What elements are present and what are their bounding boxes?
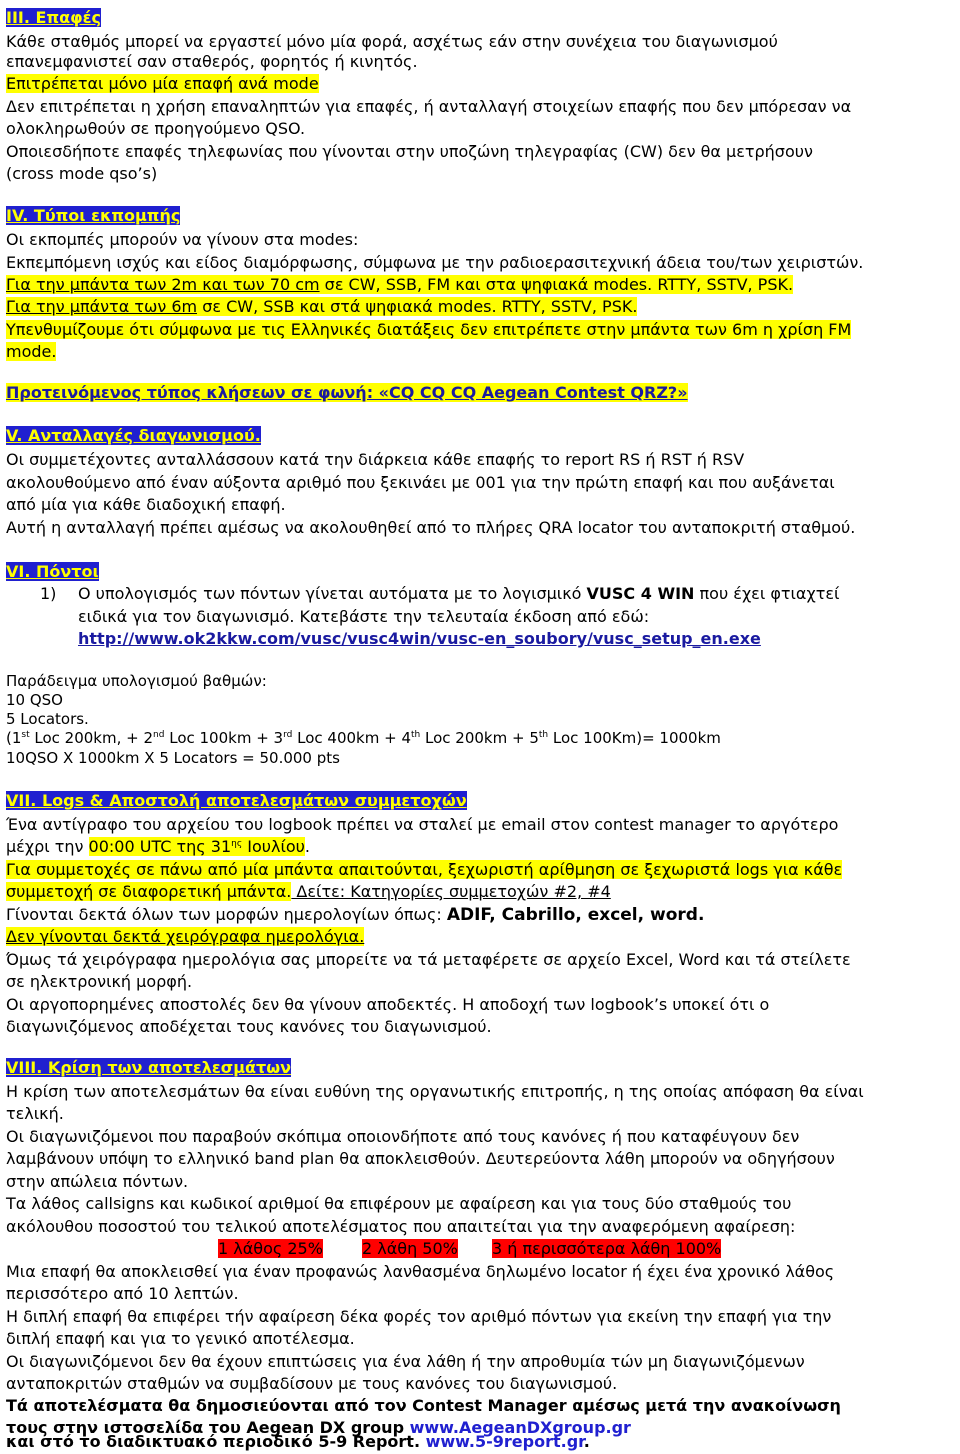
logs-line-4: συμμετοχή σε διαφορετική μπάντα. — [6, 882, 292, 901]
contacts-line-7: (cross mode qso’s) — [6, 164, 158, 183]
section-heading-contacts: III. Επαφές — [6, 8, 101, 27]
results-line-12: Οι διαγωνιζόμενοι δεν θα έχουν επιπτώσεις για ένα λάθη ή την απροθυμία τών μη διαγωνιζόμενων — [6, 1352, 805, 1371]
points-line-1-end: που έχει φτιαχτεί — [694, 584, 840, 603]
modes-line-2: Εκπεμπόμενη ισχύς και είδος διαμόρφωσης, σύμφωνα με την ραδιοερασιτεχνική άδεια του/των χειριστών. — [6, 253, 864, 272]
results-line-16: και στό το διαδικτυακό περιοδικό 5-9 Report. — [6, 1432, 426, 1451]
results-line-11: διπλή επαφή και για το γενικό αποτέλεσμα. — [6, 1329, 355, 1348]
section-heading-results: VIII. Κρίση των αποτελεσμάτων — [6, 1058, 292, 1077]
modes-band-6m: Για την μπάντα των 6m — [6, 297, 198, 316]
modes-band-2m-70cm: Για την μπάντα των 2m και των 70 cm — [6, 275, 320, 294]
logs-line-10: διαγωνιζόμενος αποδέχεται τους κανόνες του διαγωνισμού. — [6, 1017, 492, 1036]
results-line-14: Τά αποτελέσματα θα δημοσιεύονται από τον Contest Manager αμέσως μετά την ανακοίνωση — [6, 1396, 841, 1415]
exchange-line-3: από μία για κάθε διαδοχική επαφή. — [6, 495, 286, 514]
results-line-7: ακόλουθου ποσοστού του τελικού αποτελέσματος που απαιτείται για την αναφερόμενη αφαίρεση: — [6, 1217, 796, 1236]
section-heading-points: VI. Πόντοι — [6, 562, 99, 581]
points-item-number: 1) — [40, 584, 57, 603]
contacts-line-2: επανεμφανιστεί σαν σταθερός, φορητός ή κινητός. — [6, 52, 418, 71]
exchange-line-1: Οι συμμετέχοντες ανταλλάσσουν κατά την διάρκεια κάθε επαφής το report RS ή RST ή RSV — [6, 450, 745, 469]
contacts-line-1: Κάθε σταθμός μπορεί να εργαστεί μόνο μία φορά, ασχέτως εάν στην συνέχεια του διαγωνισμού — [6, 32, 778, 51]
penalty-three-errors: 3 ή περισσότερα λάθη 100% — [492, 1239, 722, 1258]
results-line-6: Τα λάθος callsigns και κωδικοί αριθμοί θα επιφέρουν με αφαίρεση και για τους δύο σταθμούς του — [6, 1194, 792, 1213]
logs-no-handwritten: Δεν γίνονται δεκτά χειρόγραφα ημερολόγια. — [6, 927, 365, 946]
modes-reminder-line-1: Υπενθυμίζουμε ότι σύμφωνα με τις Ελληνικές διατάξεις δεν επιτρέπετε στην μπάντα των 6m η χρίση FM — [6, 320, 852, 339]
section-heading-exchange: V. Ανταλλαγές διαγωνισμού. — [6, 426, 261, 445]
example-total: 10QSO X 1000km X 5 Locators = 50.000 pts — [6, 749, 340, 767]
example-locators: 5 Locators. — [6, 710, 89, 728]
example-title: Παράδειγμα υπολογισμού βαθμών: — [6, 672, 267, 690]
penalty-one-error: 1 λάθος 25% — [218, 1239, 323, 1258]
contacts-line-5: ολοκληρωθούν σε προηγούμενο QSO. — [6, 119, 306, 138]
results-line-8: Μια επαφή θα αποκλεισθεί για έναν προφανώς λανθασμένα δηλωμένο locator ή έχει ένα χρονικό λάθος — [6, 1262, 835, 1281]
modes-line-1: Οι εκπομπές μπορούν να γίνουν στα modes: — [6, 230, 359, 249]
logs-line-9: Οι αργοπορημένες αποστολές δεν θα γίνουν αποδεκτές. Η αποδοχή των logbook’s υποκεί ότι ο — [6, 995, 770, 1014]
software-download-link[interactable]: http://www.ok2kkw.com/vusc/vusc4win/vusc-en_soubory/vusc_setup_en.exe — [78, 629, 761, 648]
penalty-two-errors: 2 λάθη 50% — [362, 1239, 458, 1258]
logs-formats-line: Γίνονται δεκτά όλων των μορφών ημερολογίων όπως: — [6, 905, 447, 924]
logs-formats: ADIF, Cabrillo, excel, word. — [446, 905, 705, 925]
logs-line-2: μέχρι την — [6, 837, 89, 856]
aegeandx-website-link[interactable]: www.AegeanDXgroup.gr — [409, 1418, 631, 1437]
points-line-1: Ο υπολογισμός των πόντων γίνεται αυτόματα με το λογισμικό — [78, 584, 587, 603]
results-line-2: τελική. — [6, 1104, 64, 1123]
report-website-link[interactable]: www.5-9report.gr — [425, 1432, 584, 1451]
example-qso: 10 QSO — [6, 691, 63, 709]
contacts-line-3: Επιτρέπεται μόνο μία επαφή ανά mode — [6, 74, 319, 93]
modes-reminder-line-2: mode. — [6, 342, 57, 361]
contacts-line-6: Οποιεσδήποτε επαφές τηλεφωνίας που γίνονται στην υποζώνη τηλεγραφίας (CW) δεν θα μετρήσουν — [6, 142, 813, 161]
exchange-line-4: Αυτή η ανταλλαγή πρέπει αμέσως να ακολουθηθεί από το πλήρες QRA locator του ανταποκριτή σταθμού. — [6, 518, 856, 537]
results-line-3: Οι διαγωνιζόμενοι που παραβούν σκόπιμα οποιονδήποτε από τους κανόνες ή που καταφέυγουν δεν — [6, 1127, 800, 1146]
call-format: Προτεινόμενος τύπος κλήσεων σε φωνή: «CQ CQ CQ Aegean Contest QRZ?» — [6, 383, 688, 402]
software-name: VUSC 4 WIN — [586, 584, 695, 603]
logs-line-8: σε ηλεκτρονική μορφή. — [6, 972, 193, 991]
results-line-9: περισσότερο από 10 λεπτών. — [6, 1284, 239, 1303]
example-distances: (1st Loc 200km, + 2nd Loc 100km + 3rd Loc 400km + 4th Loc 200km + 5th Loc 100Km)= 1000km — [6, 729, 721, 747]
modes-band-6m-text: σε CW, SSB και στά ψηφιακά modes. RTTY, SSTV, PSK. — [197, 297, 638, 316]
logs-line-3: Για συμμετοχές σε πάνω από μία μπάντα απαιτούνται, ξεχωριστή αρίθμηση σε ξεχωριστά logs για κάθε — [6, 860, 843, 879]
logs-line-1: Ένα αντίγραφο του αρχείου του logbook πρέπει να σταλεί με email στον contest manager το αργότερο — [6, 815, 839, 834]
points-line-2: ειδικά για τον διαγωνισμό. Κατεβάστε την τελευταία έκδοση από εδώ: — [78, 607, 650, 626]
results-line-1: Η κρίση των αποτελεσμάτων θα είναι ευθύνη της οργανωτικής επιτροπής, η της οποίας απόφαση θα είναι — [6, 1082, 864, 1101]
section-heading-logs: VII. Logs & Αποστολή αποτελεσμάτων συμμετοχών — [6, 791, 467, 810]
section-heading-modes: IV. Τύποι εκπομπής — [6, 206, 181, 225]
results-line-15: τους στην ιστοσελίδα του Aegean DX group — [6, 1418, 410, 1437]
contacts-line-4: Δεν επιτρέπεται η χρήση επαναληπτών για επαφές, ή ανταλλαγή στοιχείων επαφής που δεν μπόρεσαν να — [6, 97, 852, 116]
results-line-10: Η διπλή επαφή θα επιφέρει τήν αφαίρεση δέκα φορές τον αριθμό πόντων για εκείνη την επαφή για την — [6, 1307, 832, 1326]
results-line-13: ανταποκριτών σταθμών να συμβαδίσουν με τους κανόνες του διαγωνισμού. — [6, 1374, 618, 1393]
results-line-4: λαμβάνουν υπόψη το ελληνικό band plan θα αποκλεισθούν. Δευτερεύοντα λάθη μπορούν να οδηγήσουν — [6, 1149, 835, 1168]
logs-line-7: Όμως τά χειρόγραφα ημερολόγια σας μπορείτε να τά μεταφέρετε σε αρχείο Excel, Word και τά στείλετε — [6, 950, 851, 969]
logs-categories-ref: Δείτε: Κατηγορίες συμμετοχών #2, #4 — [291, 882, 611, 901]
results-line-5: στην απώλεια πόντων. — [6, 1172, 189, 1191]
modes-band-2m-70cm-text: σε CW, SSB, FM και στα ψηφιακά modes. RTTY, SSTV, PSK. — [319, 275, 794, 294]
exchange-line-2: ακολουθούμενο από έναν αύξοντα αριθμό που ξεκινάει με 001 για την πρώτη επαφή και που αυξάνεται — [6, 473, 835, 492]
logs-deadline: 00:00 UTC της $31^{\eta\varsigma}$ Ιουλίου — [88, 837, 305, 856]
